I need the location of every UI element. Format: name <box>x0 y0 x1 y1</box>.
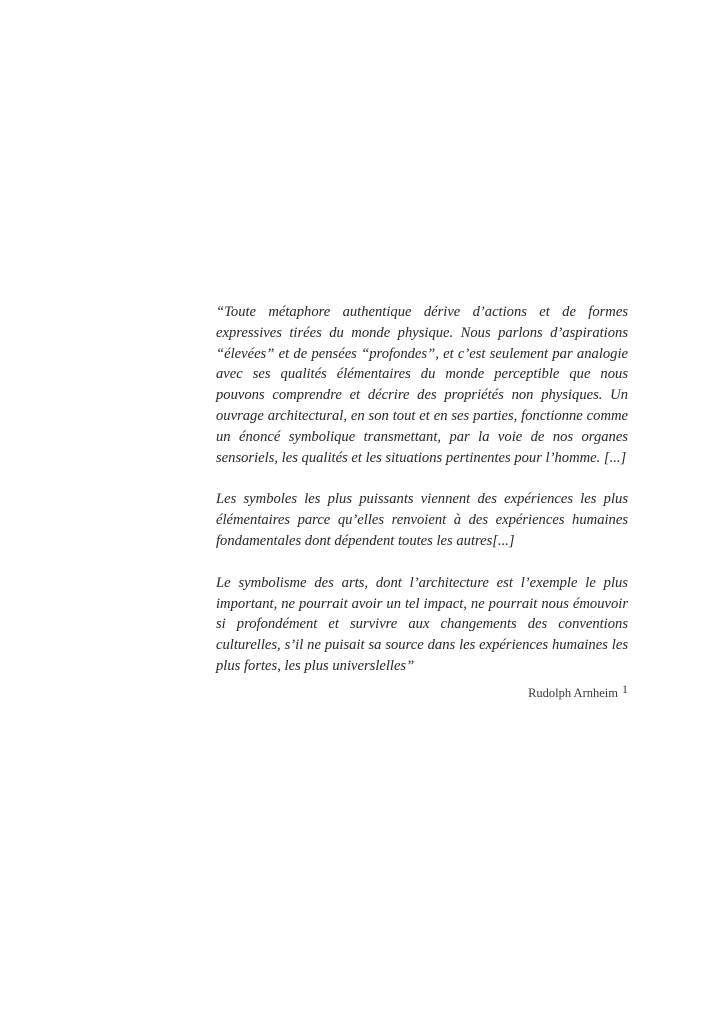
quote-paragraph-2: Les symboles les plus puissants viennent des expériences les plus élémentaires parce qu’elles renvoient à des expériences humaines fondamentales dont dépendent toutes les autres[...] <box>216 491 628 549</box>
quote-paragraph-3: Le symbolisme des arts, dont l’architecture est l’exemple le plus important, ne pourrait avoir un tel impact, ne pourrait nous émouvoir si profondément et survivre aux changements des conventions culturelles, s’il ne puisait sa source dans les expériences humaines les plus fortes, les plus universlelles” <box>216 574 628 674</box>
attribution <box>528 682 628 701</box>
footnote-reference[interactable]: 1 <box>622 682 628 696</box>
author-name: Rudolph Arnheim <box>528 686 618 700</box>
quote-paragraph-1: “Toute métaphore authentique dérive d’actions et de formes expressives tirées du monde physique. Nous parlons d’aspirations “élevées” et de pensées “profondes”, et c’est seulement par analogie avec ses qualités élémentaires du monde perceptible que nous pouvons comprendre et décrire des propriétés non physiques. Un ouvrage architectural, en son tout et en ses parties, fonctionne comme un énoncé symbolique transmettant, par la voie de nos organes sensoriels, les qualités et les situations pertinentes pour l’homme. [...] <box>216 304 628 466</box>
quote-block <box>216 302 628 677</box>
